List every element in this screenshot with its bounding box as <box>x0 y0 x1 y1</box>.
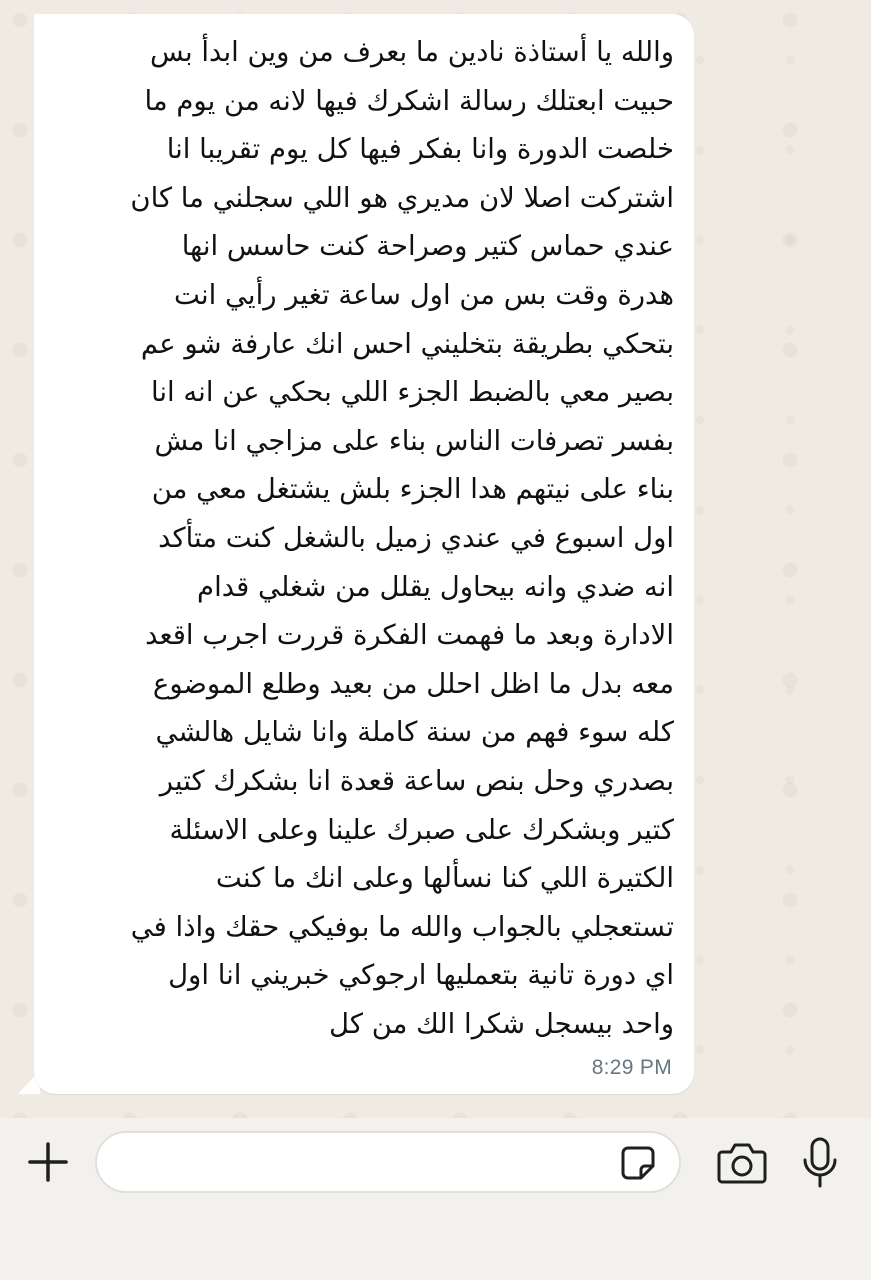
sticker-icon <box>620 1145 656 1181</box>
message-line: بصدري وحل بنص ساعة قعدة انا بشكرك كتير <box>159 764 674 797</box>
message-line: تستعجلي بالجواب والله ما بوفيكي حقك واذا في <box>130 910 674 943</box>
plus-icon <box>24 1138 72 1186</box>
message-line: اي دورة تانية بتعمليها ارجوكي خبريني انا اول <box>168 959 674 992</box>
camera-icon <box>716 1140 768 1186</box>
message-line: والله يا أستاذة نادين ما بعرف من وين ابدأ بس <box>149 36 674 68</box>
message-timestamp: 8:29 PM <box>591 1056 672 1079</box>
message-line: واحد بيسجل شكرا الك من كل <box>329 1007 674 1040</box>
message-line: عندي حماس كتير وصراحة كنت حاسس انها <box>181 230 674 263</box>
camera-button[interactable] <box>716 1140 768 1186</box>
microphone-button[interactable] <box>800 1136 840 1190</box>
message-line: بناء على نيتهم هدا الجزء بلش يشتغل معي من <box>151 473 674 506</box>
message-input[interactable] <box>95 1131 681 1193</box>
message-line: حبيت ابعتلك رسالة اشكرك فيها لانه من يوم ما <box>144 84 674 117</box>
message-line: انه ضدي وانه بيحاول يقلل من شغلي قدام <box>197 570 674 603</box>
message-line: خلصت الدورة وانا بفكر فيها كل يوم تقريبا انا <box>166 133 674 166</box>
message-line: معه بدل ما اظل احلل من بعيد وطلع الموضوع <box>152 667 674 700</box>
attach-button[interactable] <box>24 1138 72 1186</box>
message-line: الكتيرة اللي كنا نسألها وعلى انك ما كنت <box>215 862 674 895</box>
message-line: الادارة وبعد ما فهمت الفكرة قررت اجرب اقعد <box>145 619 674 652</box>
message-line: كتير وبشكرك على صبرك علينا وعلى الاسئلة <box>169 813 674 846</box>
message-line: بتحكي بطريقة بتخليني احس انك عارفة شو عم <box>140 327 674 360</box>
message-line: بفسر تصرفات الناس بناء على مزاجي انا مش <box>154 424 674 457</box>
sticker-button[interactable] <box>620 1145 656 1181</box>
message-text <box>34 28 674 1048</box>
incoming-message-bubble[interactable] <box>34 14 694 1094</box>
message-line: بصير معي بالضبط الجزء اللي بحكي عن انه انا <box>151 376 674 409</box>
message-line: اول اسبوع في عندي زميل بالشغل كنت متأكد <box>158 521 674 554</box>
message-line: كله سوء فهم من سنة كاملة وانا شايل هالشي <box>155 716 674 749</box>
message-line: هدرة وقت بس من اول ساعة تغير رأيي انت <box>173 278 674 311</box>
message-line: اشتركت اصلا لان مديري هو اللي سجلني ما كان <box>130 181 674 214</box>
microphone-icon <box>800 1136 840 1190</box>
